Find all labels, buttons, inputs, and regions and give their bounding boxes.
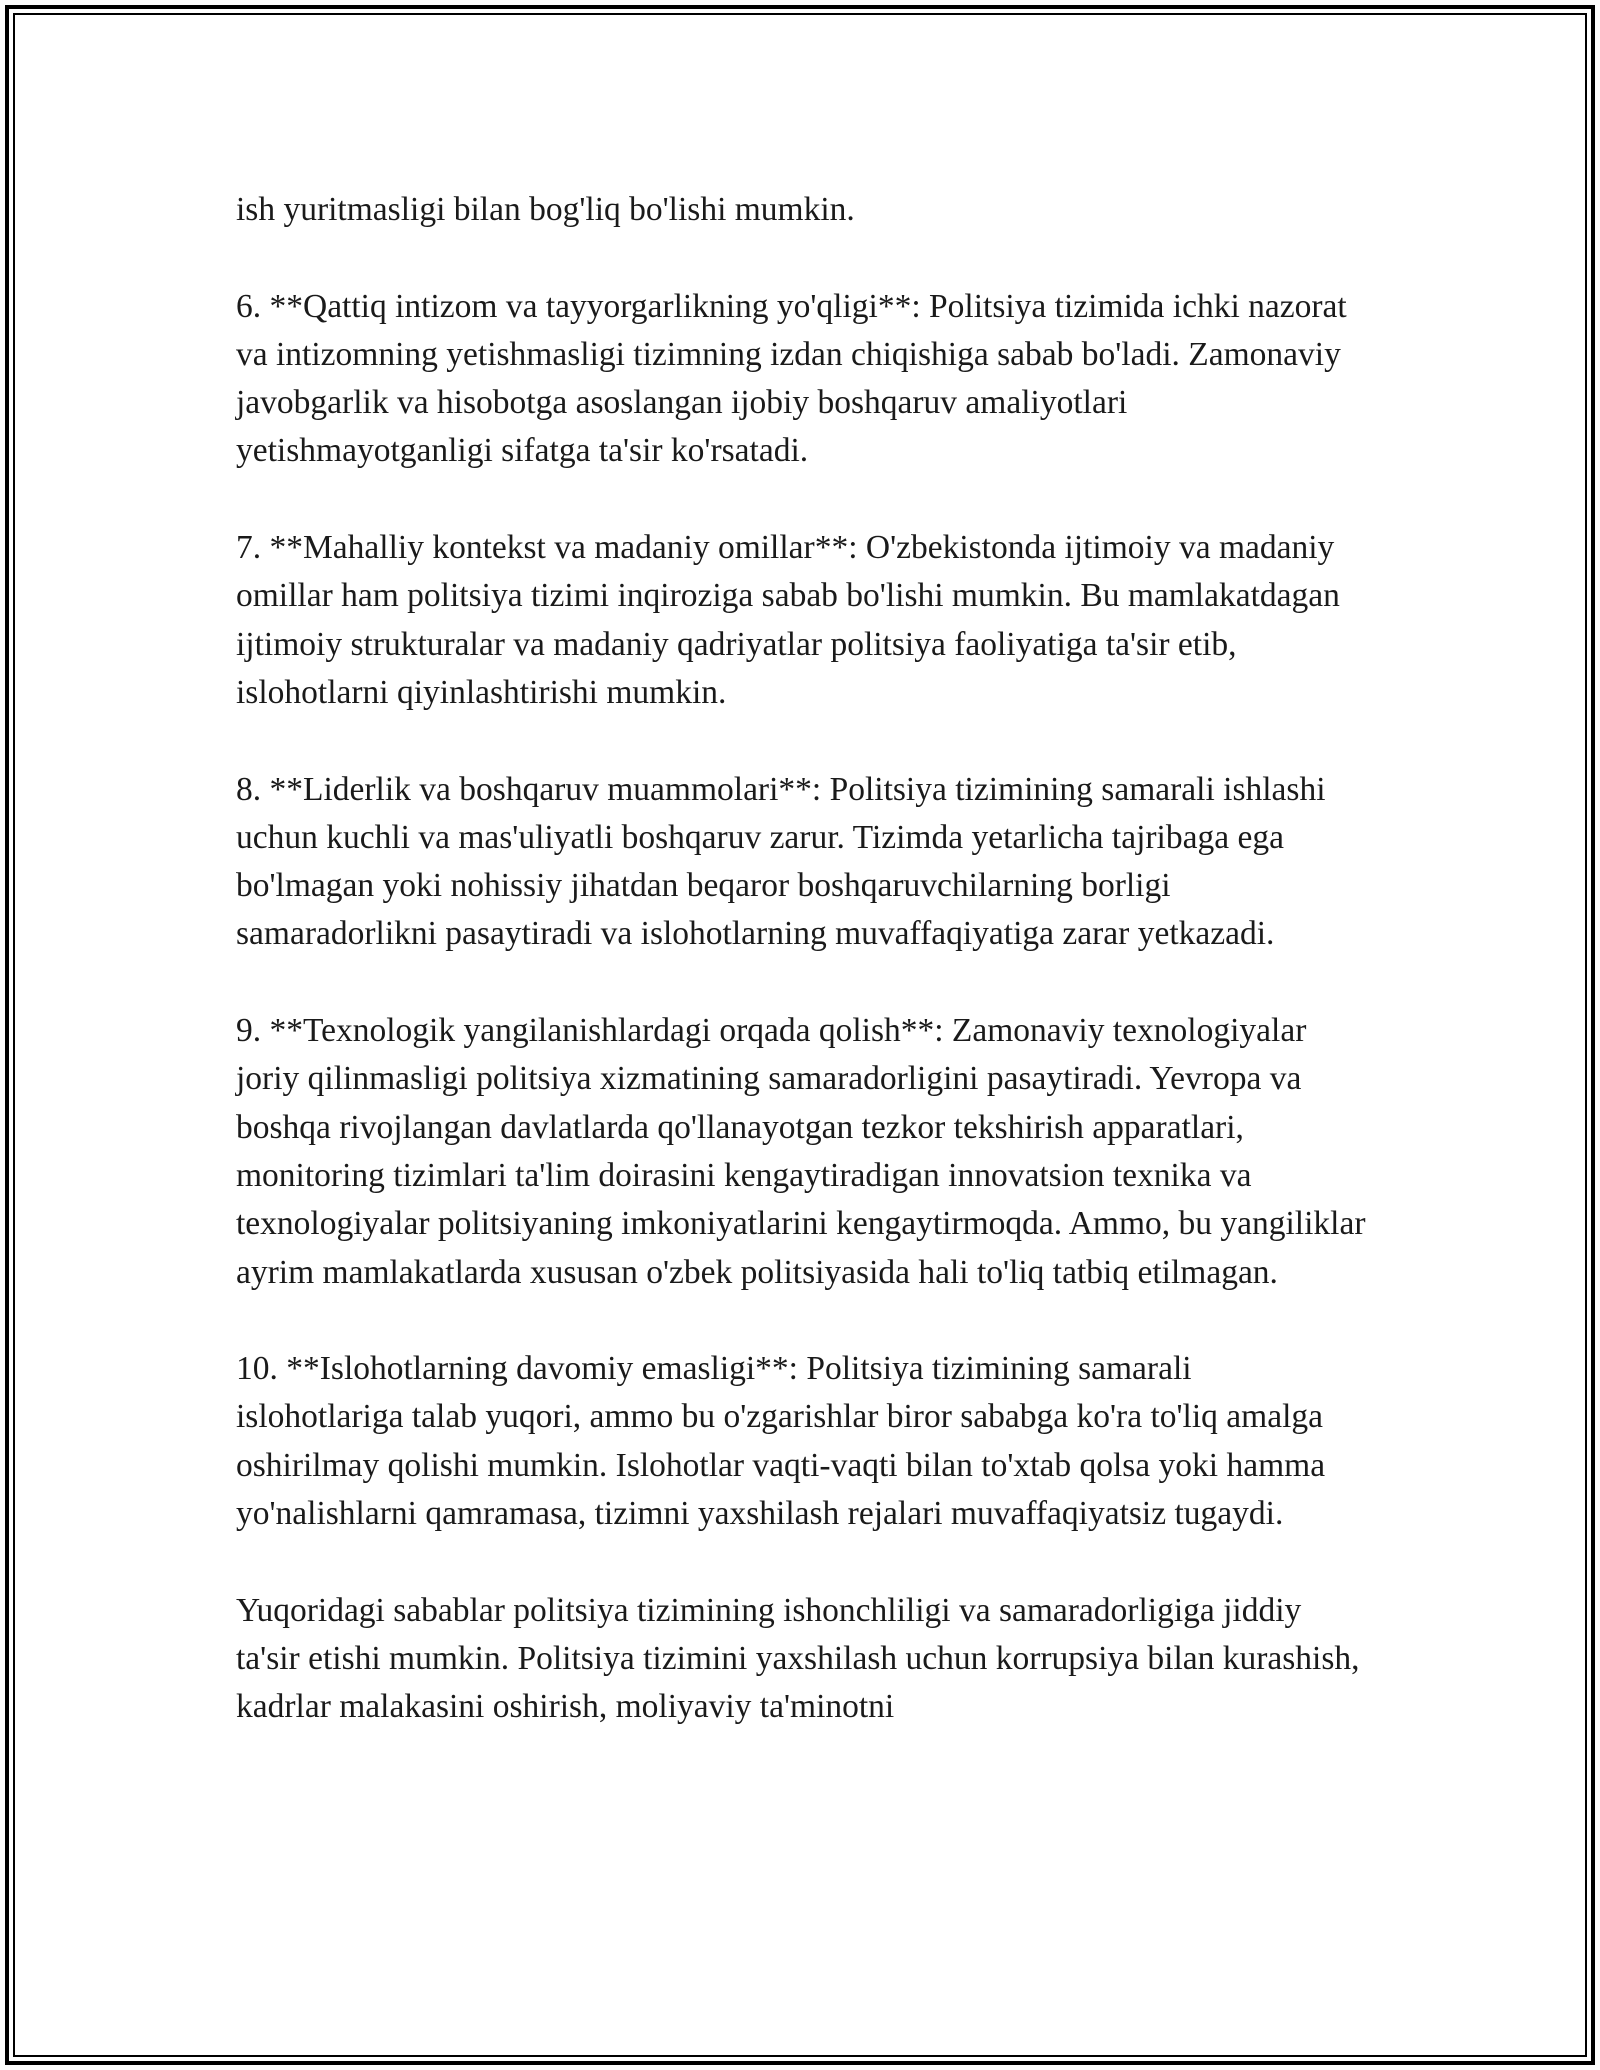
paragraph-item-6: 6. **Qattiq intizom va tayyorgarlikning yo'qligi**: Politsiya tizimida ichki nazorat va intizomning yetishmasligi tizimning izdan chiqishiga sabab bo'ladi. Zamonaviy javobgarlik va hisobotga asoslangan ijobiy boshqaruv amaliyotlari yetishmayotganligi sifatga ta'sir ko'rsatadi. (236, 287, 1347, 470)
paragraph-item-7: 7. **Mahalliy kontekst va madaniy omillar**: O'zbekistonda ijtimoiy va madaniy omillar ham politsiya tizimi inqiroziga sabab bo'lishi mumkin. Bu mamlakatdagan ijtimoiy strukturalar va madaniy qadriyatlar politsiya faoliyatiga ta'sir etib, islohotlarni qiyinlashtirishi mumkin. (236, 529, 1340, 711)
document-body (236, 186, 1366, 1732)
paragraph-item-10: 10. **Islohotlarning davomiy emasligi**: Politsiya tizimining samarali islohotlariga talab yuqori, ammo bu o'zgarishlar biror sababga ko'ra to'liq amalga oshirilmay qolishi mumkin. Islohotlar vaqti-vaqti bilan to'xtab qolsa yoki hamma yo'nalishlarni qamramasa, tizimni yaxshilash rejalari muvaffaqiyatsiz tugaydi. (236, 1350, 1326, 1533)
paragraph-conclusion: Yuqoridagi sabablar politsiya tizimining ishonchliligi va samaradorligiga jiddiy ta'sir etishi mumkin. Politsiya tizimini yaxshilash uchun korrupsiya bilan kurashish, kadrlar malakasini oshirish, moliyaviy ta'minotni (236, 1591, 1360, 1726)
paragraph-item-9: 9. **Texnologik yangilanishlardagi orqada qolish**: Zamonaviy texnologiyalar joriy qilinmasligi politsiya xizmatining samaradorligini pasaytiradi. Yevropa va boshqa rivojlangan davlatlarda qo'llanayotgan tezkor tekshirish apparatlari, monitoring tizimlari ta'lim doirasini kengaytiradigan innovatsion texnika va texnologiyalar politsiyaning imkoniyatlarini kengaytirmoqda. Ammo, bu yangiliklar ayrim mamlakatlarda xususan o'zbek politsiyasida hali to'liq tatbiq etilmagan. (236, 1012, 1366, 1291)
paragraph-continuation: ish yuritmasligi bilan bog'liq bo'lishi mumkin. (236, 191, 855, 228)
paragraph-item-8: 8. **Liderlik va boshqaruv muammolari**: Politsiya tizimining samarali ishlashi uchun kuchli va mas'uliyatli boshqaruv zarur. Tizimda yetarlicha tajribaga ega bo'lmagan yoki nohissiy jihatdan beqaror boshqaruvchilarning borligi samaradorlikni pasaytiradi va islohotlarning muvaffaqiyatiga zarar yetkazadi. (236, 770, 1326, 953)
